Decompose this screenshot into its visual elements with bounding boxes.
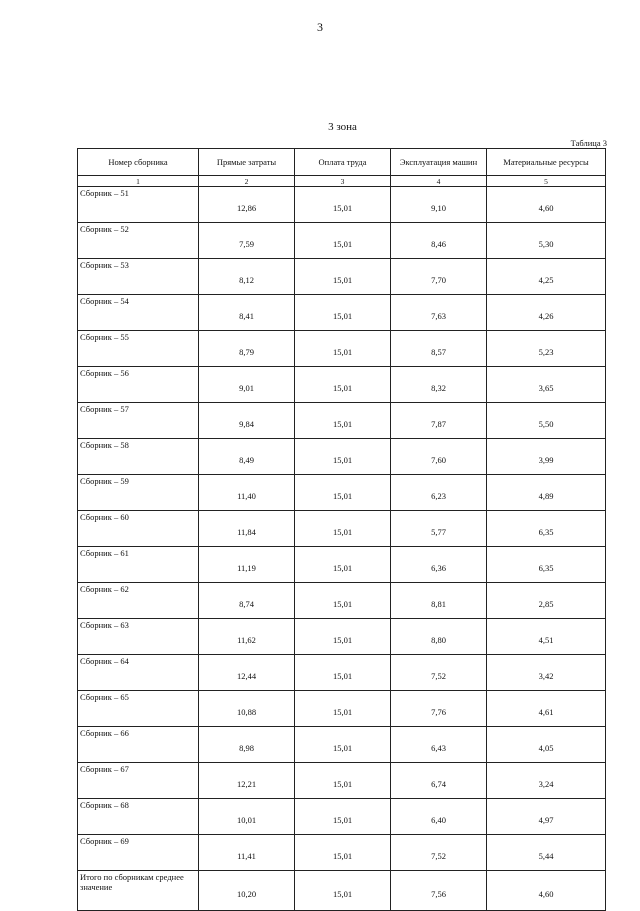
header-collection-number: Номер сборника [78,149,199,176]
material-resources-cell: 4,61 [487,691,606,727]
total-value-cell: 4,60 [487,871,606,911]
collection-name-cell: Сборник – 63 [78,619,199,655]
total-value-cell: 10,20 [199,871,295,911]
collection-name-cell: Сборник – 56 [78,367,199,403]
machine-operation-cell: 8,80 [391,619,487,655]
direct-costs-cell: 11,40 [199,475,295,511]
table-row [78,223,606,259]
page-number: 3 [317,20,323,34]
table-row [78,187,606,223]
table-row [78,835,606,871]
material-resources-cell: 5,30 [487,223,606,259]
collection-name-cell: Сборник – 53 [78,259,199,295]
machine-operation-cell: 7,70 [391,259,487,295]
material-resources-cell: 3,42 [487,655,606,691]
material-resources-cell: 6,35 [487,511,606,547]
total-label-cell: Итого по сборникам среднее значение [78,871,199,911]
labor-pay-cell: 15,01 [295,403,391,439]
collection-name-cell: Сборник – 51 [78,187,199,223]
labor-pay-cell: 15,01 [295,223,391,259]
machine-operation-cell: 7,87 [391,403,487,439]
column-number: 1 [78,176,199,187]
direct-costs-cell: 11,62 [199,619,295,655]
labor-pay-cell: 15,01 [295,475,391,511]
total-value-cell: 15,01 [295,871,391,911]
collection-name-cell: Сборник – 59 [78,475,199,511]
material-resources-cell: 5,23 [487,331,606,367]
header-direct-costs: Прямые затраты [199,149,295,176]
data-table [77,148,606,911]
direct-costs-cell: 8,98 [199,727,295,763]
labor-pay-cell: 15,01 [295,439,391,475]
table-row [78,655,606,691]
table-row [78,475,606,511]
machine-operation-cell: 6,74 [391,763,487,799]
machine-operation-cell: 6,23 [391,475,487,511]
labor-pay-cell: 15,01 [295,259,391,295]
table-row [78,439,606,475]
collection-name-cell: Сборник – 64 [78,655,199,691]
material-resources-cell: 3,24 [487,763,606,799]
machine-operation-cell: 8,57 [391,331,487,367]
direct-costs-cell: 8,41 [199,295,295,331]
collection-name-cell: Сборник – 54 [78,295,199,331]
material-resources-cell: 3,65 [487,367,606,403]
table-row [78,511,606,547]
table-row [78,691,606,727]
direct-costs-cell: 9,84 [199,403,295,439]
table-row [78,547,606,583]
direct-costs-cell: 11,19 [199,547,295,583]
table-row [78,403,606,439]
material-resources-cell: 4,51 [487,619,606,655]
collection-name-cell: Сборник – 69 [78,835,199,871]
machine-operation-cell: 6,36 [391,547,487,583]
collection-name-cell: Сборник – 62 [78,583,199,619]
labor-pay-cell: 15,01 [295,763,391,799]
table-body [78,187,606,911]
material-resources-cell: 4,97 [487,799,606,835]
table-row [78,583,606,619]
machine-operation-cell: 6,40 [391,799,487,835]
labor-pay-cell: 15,01 [295,691,391,727]
total-value-cell: 7,56 [391,871,487,911]
labor-pay-cell: 15,01 [295,367,391,403]
table-row [78,799,606,835]
labor-pay-cell: 15,01 [295,547,391,583]
table-row [78,295,606,331]
header-row [78,149,606,176]
table-row [78,367,606,403]
column-number-row [78,176,606,187]
material-resources-cell: 2,85 [487,583,606,619]
labor-pay-cell: 15,01 [295,583,391,619]
collection-name-cell: Сборник – 57 [78,403,199,439]
labor-pay-cell: 15,01 [295,799,391,835]
direct-costs-cell: 12,21 [199,763,295,799]
material-resources-cell: 3,99 [487,439,606,475]
collection-name-cell: Сборник – 65 [78,691,199,727]
direct-costs-cell: 7,59 [199,223,295,259]
direct-costs-cell: 11,84 [199,511,295,547]
labor-pay-cell: 15,01 [295,835,391,871]
labor-pay-cell: 15,01 [295,331,391,367]
table-row [78,727,606,763]
material-resources-cell: 4,05 [487,727,606,763]
collection-name-cell: Сборник – 60 [78,511,199,547]
machine-operation-cell: 7,52 [391,655,487,691]
direct-costs-cell: 8,12 [199,259,295,295]
table-row [78,331,606,367]
direct-costs-cell: 8,74 [199,583,295,619]
material-resources-cell: 4,25 [487,259,606,295]
direct-costs-cell: 11,41 [199,835,295,871]
machine-operation-cell: 8,32 [391,367,487,403]
material-resources-cell: 4,89 [487,475,606,511]
direct-costs-cell: 9,01 [199,367,295,403]
column-number: 2 [199,176,295,187]
labor-pay-cell: 15,01 [295,187,391,223]
labor-pay-cell: 15,01 [295,295,391,331]
labor-pay-cell: 15,01 [295,655,391,691]
zone-title: 3 зона [328,121,357,133]
header-labor-pay: Оплата труда [295,149,391,176]
machine-operation-cell: 8,46 [391,223,487,259]
direct-costs-cell: 10,88 [199,691,295,727]
machine-operation-cell: 9,10 [391,187,487,223]
collection-name-cell: Сборник – 66 [78,727,199,763]
table-row [78,259,606,295]
machine-operation-cell: 7,76 [391,691,487,727]
collection-name-cell: Сборник – 55 [78,331,199,367]
material-resources-cell: 5,44 [487,835,606,871]
table-row [78,619,606,655]
column-number: 3 [295,176,391,187]
header-material-resources: Материальные ресурсы [487,149,606,176]
labor-pay-cell: 15,01 [295,727,391,763]
direct-costs-cell: 8,49 [199,439,295,475]
collection-name-cell: Сборник – 61 [78,547,199,583]
machine-operation-cell: 5,77 [391,511,487,547]
table-label: Таблица 3 [570,138,607,148]
material-resources-cell: 4,26 [487,295,606,331]
material-resources-cell: 4,60 [487,187,606,223]
material-resources-cell: 6,35 [487,547,606,583]
direct-costs-cell: 10,01 [199,799,295,835]
labor-pay-cell: 15,01 [295,511,391,547]
column-number: 4 [391,176,487,187]
collection-name-cell: Сборник – 58 [78,439,199,475]
column-number: 5 [487,176,606,187]
machine-operation-cell: 7,60 [391,439,487,475]
collection-name-cell: Сборник – 68 [78,799,199,835]
header-machine-operation: Эксплуатация машин [391,149,487,176]
collection-name-cell: Сборник – 67 [78,763,199,799]
machine-operation-cell: 6,43 [391,727,487,763]
direct-costs-cell: 12,86 [199,187,295,223]
machine-operation-cell: 7,63 [391,295,487,331]
collection-name-cell: Сборник – 52 [78,223,199,259]
material-resources-cell: 5,50 [487,403,606,439]
direct-costs-cell: 8,79 [199,331,295,367]
labor-pay-cell: 15,01 [295,619,391,655]
direct-costs-cell: 12,44 [199,655,295,691]
table-row [78,763,606,799]
machine-operation-cell: 8,81 [391,583,487,619]
machine-operation-cell: 7,52 [391,835,487,871]
